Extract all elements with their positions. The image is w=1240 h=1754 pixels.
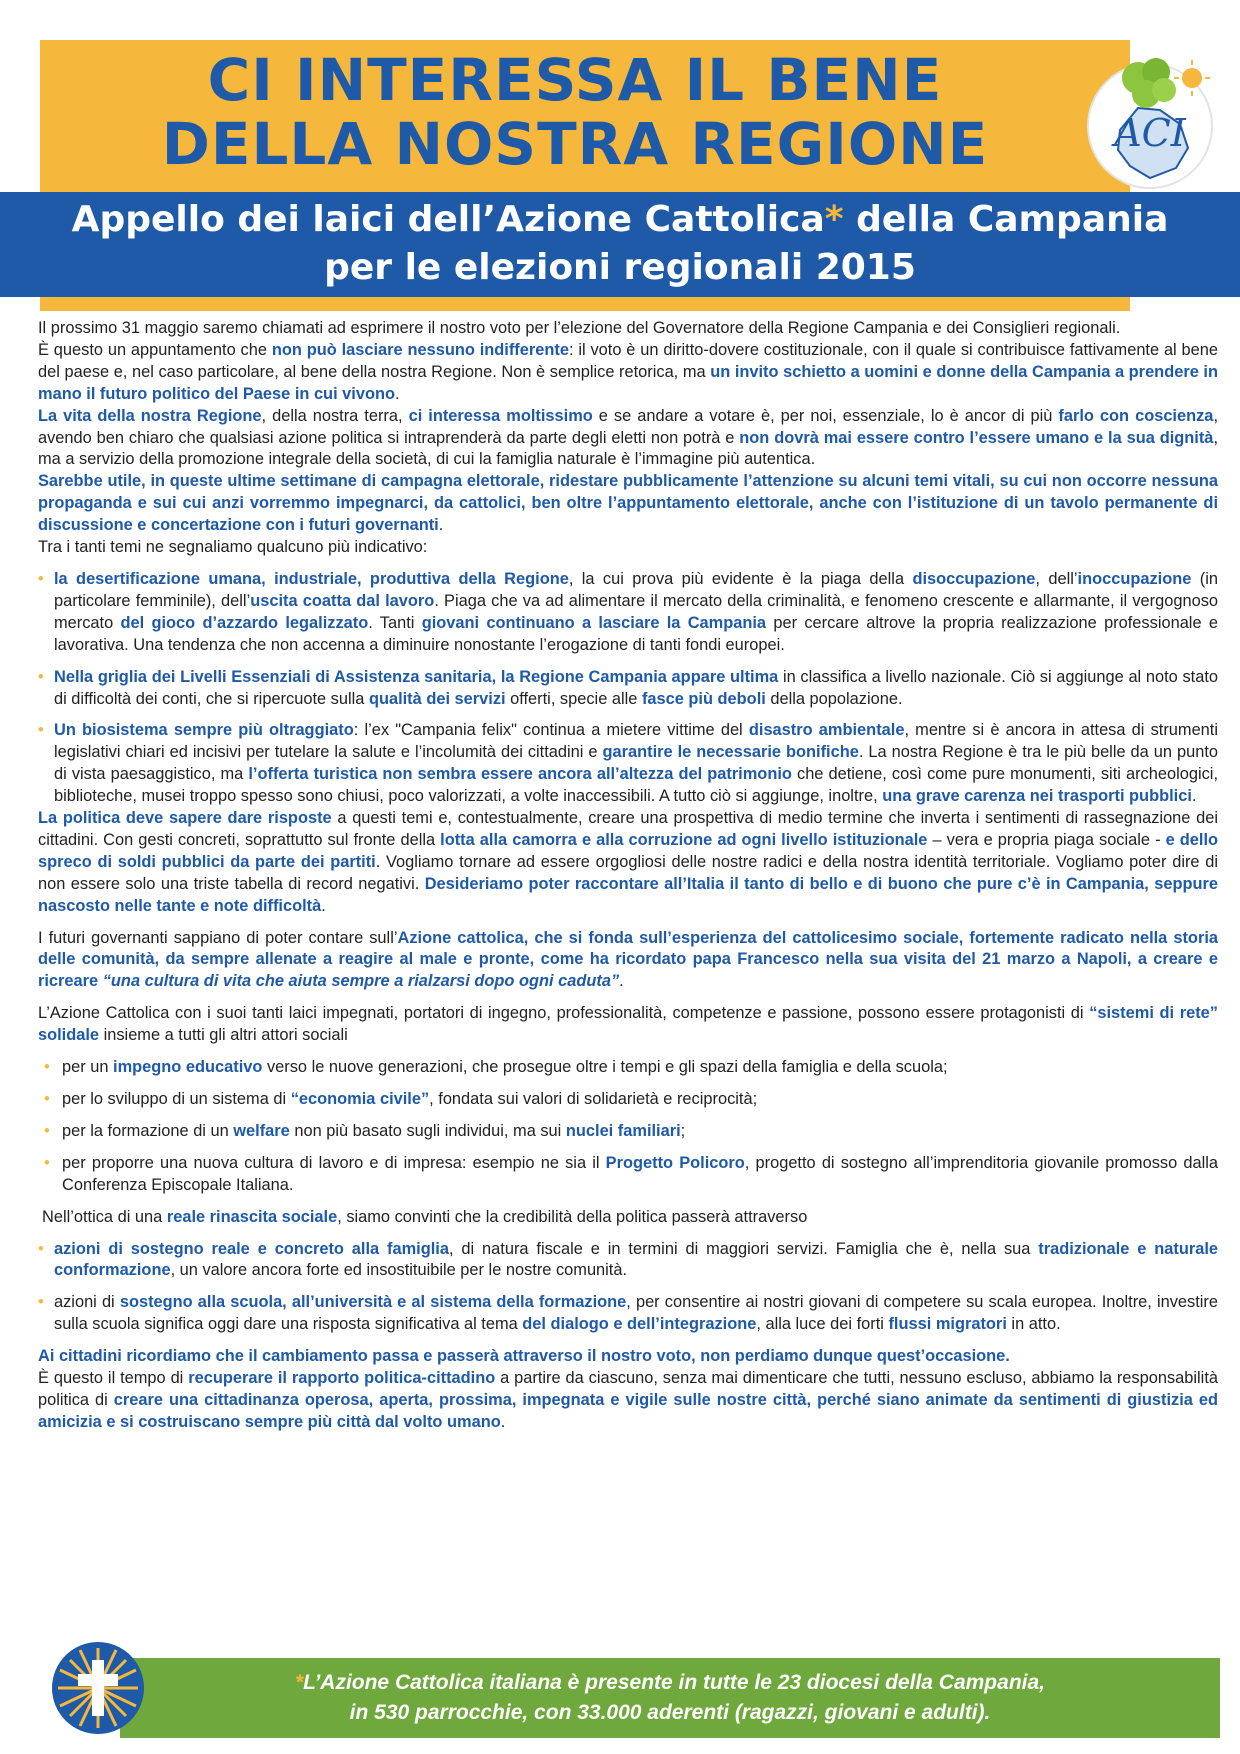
paragraph-appointment: È questo un appuntamento che non può lasciare nessuno indifferente: il voto è un diritto-dovere costituzionale, con il quale si contribuisce fattivamente al bene del paese e, nel caso particolare, al bene della nostra Regione. Non è semplice retorica, ma un invito schietto a uomini e donne della Campania a prendere in mano il futuro politico del Paese in cui vivono. [38,340,1219,403]
paragraph-rebirth: Nell’ottica di una reale rinascita sociale, siamo convinti che la credibilità della politica passerà attraverso [42,1207,808,1226]
headline [40,48,1110,176]
footer-star: * [294,1671,304,1694]
bullet-school: • azioni di sostegno alla scuola, all’università e al sistema della formazione, per consentire ai nostri giovani di competere su scala europea. Inoltre, investire sulla scuola significa oggi dare una risposta significativa al tema del dialogo e dell’integrazione, alla luce dei forti flussi migratori in atto. [38,1292,1218,1336]
cross-emblem-icon [50,1640,146,1736]
bullet-civil-economy: • per lo sviluppo di un sistema di “economia civile”, fondata sui valori di solidarietà e reciprocità; [38,1089,1218,1111]
paragraph-themes-intro: Tra i tanti temi ne segnaliamo qualcuno più indicativo: [38,538,428,557]
paragraph-politics: La politica deve sapere dare risposte a questi temi e, contestualmente, creare una prospettiva di medio termine che inverta i sentimenti di rassegnazione dei cittadini. Con gesti concreti, soprattutto sul fronte della lotta alla camorra e alla corruzione ad ogni livello istituzionale – vera e propria piaga sociale - e dello spreco di soldi pubblici da parte dei partiti. Vogliamo tornare ad essere orgogliosi delle nostre radici e della nostra identità territoriale. Vogliamo poter dire di non essere solo una triste tabella di record negativi. Desideriamo poter raccontare all’Italia il tanto di bello e di buono che pure c’è in Campania, seppure nascosto nelle tante e note difficoltà. [38,809,1219,915]
paragraph-campaign: Sarebbe utile, in queste ultime settimane di campagna elettorale, ridestare pubblicamente l’attenzione su alcuni temi vitali, su cui non occorre nessuna propaganda e sui cui anzi vorremmo impegnarci, da cattolici, ben oltre l’appuntamento elettorale, anche con l’istituzione di un tavolo permanente di discussione e concertazione con i futuri governanti. [38,472,1218,535]
paragraph-intro: Il prossimo 31 maggio saremo chiamati ad esprimere il nostro voto per l’elezione del Governatore della Regione Campania e dei Consiglieri regionali. [38,319,1121,337]
subheader-line-1b: della Campania [843,199,1169,240]
footer-line-1: L’Azione Cattolica italiana è presente in tutte le 23 diocesi della Campania, [303,1671,1045,1694]
bullet-biosystem: • Un biosistema sempre più oltraggiato: l’ex "Campania felix" continua a mietere vittime del disastro ambientale, mentre si è ancora in attesa di strumenti legislativi chiari ed incisivi per tutelare la salute e l’incolumità dei cittadini e garantire le necessarie bonifiche. La nostra Regione è tra le più belle da un punto di vista paesaggistico, ma l’offerta turistica non sembra essere ancora all’altezza del patrimonio che detiene, così come pure monumenti, siti archeologici, biblioteche, musei troppo spesso sono chiusi, poco valorizzati, a volte inaccessibili. A tutto ciò si aggiunge, inoltre, una grave carenza nei trasporti pubblici. [38,720,1218,808]
appeal-body [38,318,1218,1434]
footer-line-2: in 530 parrocchie, con 33.000 aderenti (ragazzi, giovani e adulti). [349,1701,991,1724]
paragraph-region-life: La vita della nostra Regione, della nostra terra, ci interessa moltissimo e se andare a votare è, per noi, essenziale, lo è ancor di più farlo con coscienza, avendo ben chiaro che qualsiasi azione politica si intraprenderà da parte degli eletti non potrà e non dovrà mai essere contro l’essere umano e la sua dignità, ma a servizio della promozione integrale della società, di cui la famiglia naturale è l’immagine più autentica. [38,406,1218,469]
paragraph-future-governors: I futuri governanti sappiano di poter contare sull’Azione cattolica, che si fonda sull’esperienza del cattolicesimo sociale, fortemente radicato nella storia delle comunità, da sempre allenate a reagire al male e pronte, come ha ricordato papa Francesco nella sua visita del 21 marzo a Napoli, a creare e ricreare “una cultura di vita che aiuta sempre a rialzarsi dopo ogni caduta”. [38,928,1218,991]
bullet-desertification: • la desertificazione umana, industriale, produttiva della Regione, la cui prova più evidente è la piaga della disoccupazione, dell’inoccupazione (in particolare femminile), dell’uscita coatta dal lavoro. Piaga che va ad alimentare il mercato della criminalità, e fenomeno crescente e allarmante, il vergognoso mercato del gioco d’azzardo legalizzato. Tanti giovani continuano a lasciare la Campania per cercare altrove la propria realizzazione professionale e lavorativa. Una tendenza che non accenna a diminuire nonostante l’erogazione di tanti fondi europei. [38,569,1218,657]
subheader [0,196,1240,292]
headline-line-2: DELLA NOSTRA REGIONE [161,110,989,178]
subheader-line-2: per le elezioni regionali 2015 [324,247,916,288]
bullet-health: • Nella griglia dei Livelli Essenziali di Assistenza sanitaria, la Regione Campania appare ultima in classifica a livello nazionale. Ciò si aggiunge al noto stato di difficoltà dei conti, che si ripercuote sulla qualità dei servizi offerti, specie alle fasce più deboli della popolazione. [38,667,1218,711]
subheader-star: * [824,199,844,240]
subheader-line-1a: Appello dei laici dell’Azione Cattolica [71,199,825,240]
aci-logo [1080,38,1220,203]
paragraph-ac-laity: L’Azione Cattolica con i suoi tanti laici impegnati, portatori di ingegno, professionalità, competenze e passione, possono essere protagonisti di “sistemi di rete” solidale insieme a tutti gli altri attori sociali [38,1004,1218,1045]
bullet-education: • per un impegno educativo verso le nuove generazioni, che prosegue oltre i tempi e gli spazi della famiglia e della scuola; [38,1057,1218,1079]
headline-line-1: CI INTERESSA IL BENE [207,46,943,114]
bullet-welfare: • per la formazione di un welfare non più basato sugli individui, ma sui nuclei familiari; [38,1121,1218,1143]
footer-note [120,1668,1220,1728]
bullet-family: • azioni di sostegno reale e concreto alla famiglia, di natura fiscale e in termini di maggiori servizi. Famiglia che è, nella sua tradizionale e naturale conformazione, un valore ancora forte ed insostituibile per le nostre comunità. [38,1239,1218,1283]
paragraph-citizens: Ai cittadini ricordiamo che il cambiamento passa e passerà attraverso il nostro voto, non perdiamo dunque quest’occasione. [38,1347,1010,1366]
logo-text: ACI [1114,111,1186,155]
paragraph-closing: È questo il tempo di recuperare il rapporto politica-cittadino a partire da ciascuno, senza mai dimenticare che tutti, nessuno escluso, abbiamo la responsabilità politica di creare una cittadinanza operosa, aperta, prossima, impegnata e vigile sulle nostre città, perché siano animate da sentimenti di giustizia ed amicizia e si costruiscano sempre più città dal volto umano. [38,1369,1219,1431]
bullet-policoro: • per proporre una nuova cultura di lavoro e di impresa: esempio ne sia il Progetto Policoro, progetto di sostegno all’imprenditoria giovanile promosso dalla Conferenza Episcopale Italiana. [38,1153,1218,1197]
yellow-divider [40,297,1130,311]
